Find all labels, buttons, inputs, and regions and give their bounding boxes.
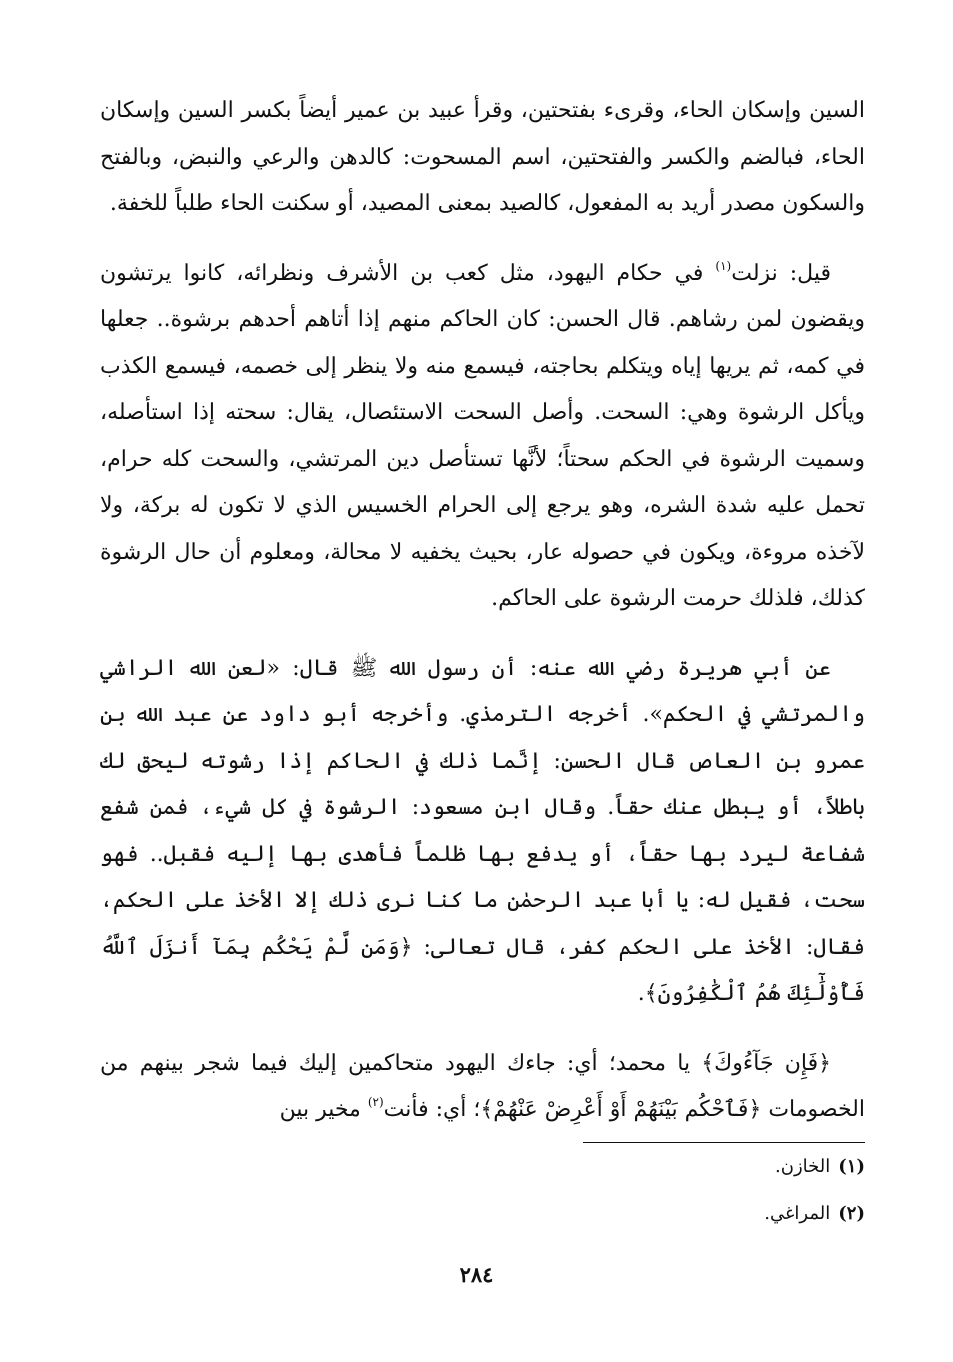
paragraph-3-text: عن أبي هريرة رضي الله عنه: أن رسول الله ﷺ قال: «لعن الله الراشي والمرتشي في الحكم». أخرجه الترمذي. وأخرجه أبو داود عن عبد الله بن عمرو بن العاص قال الحسن: إنَّما ذلك في الحاكم إذا رشوته ليحق لك باطلاً، أو يبطل عنك حقاً. وقال ابن مسعود: الرشوة في كل شيء، فمن شفع شفاعة ليرد بها حقاً، أو يدفع بها ظلماً فأهدى بها إليه فقبل.. فهو سحت، فقيل له: يا أبا عبد الرحمٰن ما كنا نرى ذلك إلا الأخذ على الحكم، فقال: الأخذ على الحكم كفر، قال تعالى: ﴿وَمَن لَّمْ يَحْكُم بِمَآ أَنزَلَ ٱللَّهُ فَأُوْلَٰٓئِكَ هُمُ ٱلْكَٰفِرُونَ﴾. bbox=[100, 655, 865, 1006]
footnote-ref-2: (٢) bbox=[367, 1095, 384, 1109]
footnote-separator bbox=[583, 1142, 865, 1143]
footnote-2-number: (٢) bbox=[838, 1203, 865, 1224]
footnote-2-text: المراغي. bbox=[764, 1203, 831, 1224]
paragraph-4-text-rest: مخير بين bbox=[279, 1097, 368, 1122]
main-text bbox=[100, 88, 865, 1157]
footnote-1 bbox=[365, 1154, 865, 1179]
paragraph-4-text-start: ﴿فَإِن جَآءُوكَ﴾ يا محمد؛ أي: جاءك اليهود متحاكمين إليك فيما شجر بينهم من الخصومات ﴿فَٱحْكُم بَيْنَهُمْ أَوْ أَعْرِضْ عَنْهُمْ﴾؛ أي: فأنت bbox=[100, 1050, 865, 1122]
footnote-1-text: الخازن. bbox=[775, 1156, 831, 1177]
footnotes bbox=[365, 1154, 865, 1248]
paragraph-1-text: السين وإسكان الحاء، وقرىء بفتحتين، وقرأ عبيد بن عمير أيضاً بكسر السين وإسكان الحاء، فبالضم والكسر والفتحتين، اسم المسحوت: كالدهن والرعي والنبض، وبالفتح والسكون مصدر أريد به المفعول، كالصيد بمعنى المصيد، أو سكنت الحاء طلباً للخفة. bbox=[100, 98, 865, 216]
page-number: ٢٨٤ bbox=[459, 1262, 494, 1287]
paragraph-2-text-rest: في حكام اليهود، مثل كعب بن الأشرف ونظرائه، كانوا يرتشون ويقضون لمن رشاهم. قال الحسن: كان الحاكم منهم إذا أتاهم أحدهم برشوة.. جعلها في كمه، ثم يريها إياه ويتكلم بحاجته، فيسمع منه ولا ينظر إلى خصمه، فيسمع الكذب ويأكل الرشوة وهي: السحت. وأصل السحت الاستئصال، يقال: سحته إذا استأصله، وسميت الرشوة في الحكم سحتاً؛ لأنَّها تستأصل دين المرتشي، والسحت كله حرام، تحمل عليه شدة الشره، وهو يرجع إلى الحرام الخسيس الذي لا تكون له بركة، ولا لآخذه مروءة، ويكون في حصوله عار، بحيث يخفيه لا محالة، ومعلوم أن حال الرشوة كذلك، فلذلك حرمت الرشوة على الحاكم. bbox=[100, 260, 865, 611]
footnote-ref-1: (١) bbox=[715, 258, 732, 273]
paragraph-2-text-start: قيل: نزلت bbox=[731, 260, 831, 286]
footnote-1-number: (١) bbox=[838, 1156, 865, 1177]
footnote-2 bbox=[365, 1201, 865, 1226]
paragraph-2 bbox=[100, 251, 865, 623]
paragraph-3 bbox=[100, 646, 865, 1018]
paragraph-1 bbox=[100, 88, 865, 228]
paragraph-4 bbox=[100, 1041, 865, 1134]
